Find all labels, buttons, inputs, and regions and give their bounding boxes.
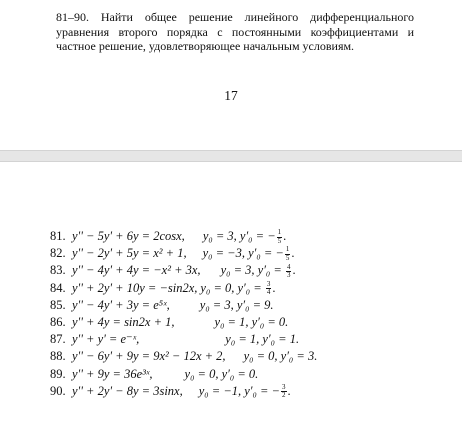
fraction [286,264,292,280]
fraction [277,229,283,245]
differential-equation: y'' − 4y' + 3y = e⁵ˣ, [72,297,170,312]
problem-item [50,366,450,383]
differential-equation: y'' − 2y' + 5y = x² + 1, [72,246,187,261]
problem-number: 81. [50,229,66,243]
initial-conditions: y₀ = 3, y′₀ = − [202,229,276,243]
problem-number: 86. [50,314,66,329]
problem-item [50,280,450,297]
differential-equation: y'' − 5y' + 6y = 2cosx, [72,229,185,243]
problem-list [50,228,450,400]
fraction-numerator: 4 [286,262,291,271]
differential-equation: y'' − 6y' + 9y = 9x² − 12x + 2, [72,349,226,364]
problem-number: 84. [50,280,66,295]
initial-conditions: y₀ = 0, y′₀ = 3. [243,349,318,364]
initial-conditions: y₀ = −1, y′₀ = − [198,383,280,398]
differential-equation: y'' + 4y = sin2x + 1, [72,314,175,329]
period: . [292,263,296,278]
page-separator [0,150,462,162]
fraction-denominator: 2 [282,391,286,400]
problem-number: 82. [50,246,66,261]
problem-item [50,331,450,348]
fraction [281,384,287,400]
fraction-denominator: 4 [266,288,271,297]
initial-conditions: y₀ = 3, y′₀ = 9. [199,297,274,312]
fraction-denominator: 3 [286,271,291,279]
period: . [283,229,287,243]
differential-equation: y'' − 4y' + 4y = −x² + 3x, [72,263,201,278]
differential-equation: y'' + 2y' − 8y = 3sinx, [72,383,183,398]
fraction-numerator: 1 [285,245,290,254]
fraction-numerator: 1 [277,228,282,237]
fraction-denominator: 5 [277,236,282,245]
problem-item [50,228,450,245]
initial-conditions: y₀ = 0, y′₀ = 0. [184,366,259,381]
period: . [272,280,276,295]
initial-conditions: y₀ = 1, y′₀ = 1. [225,332,300,347]
problem-number: 83. [50,263,66,278]
period: . [291,246,295,261]
problem-number: 88. [50,349,66,364]
page-number: 17 [224,88,238,103]
differential-equation: y'' + 9y = 36e³ˣ, [72,366,153,381]
period: . [287,383,291,398]
fraction-denominator: 5 [285,253,290,262]
problem-item [50,348,450,365]
initial-conditions: y₀ = −3, y′₀ = − [202,246,284,261]
initial-conditions: y₀ = 0, y′₀ = [200,280,265,295]
page-bottom [0,162,462,434]
differential-equation: y'' + 2y' + 10y = −sin2x, [72,280,198,295]
problem-item [50,297,450,314]
problem-item [50,245,450,262]
fraction-numerator: 3 [266,279,271,288]
problem-number: 89. [50,366,66,381]
initial-conditions: y₀ = 1, y′₀ = 0. [214,314,289,329]
problem-item [50,314,450,331]
initial-conditions: y₀ = 3, y′₀ = [220,263,285,278]
fraction [285,246,291,262]
problem-item [50,383,450,400]
fraction-numerator: 3 [282,382,286,391]
page-top [0,0,462,150]
problem-number: 90. [50,383,66,398]
problem-item [50,262,450,279]
intro-paragraph: 81–90. Найти общее решение линейного дифференциального уравнения второго порядка с постоянными коэффициентами и частное решение, удовлетворяющее начальным условиям. [56,10,414,53]
problem-number: 87. [50,332,66,347]
differential-equation: y'' + y' = e⁻ˣ, [72,332,140,347]
problem-number: 85. [50,297,66,312]
fraction [266,281,272,297]
